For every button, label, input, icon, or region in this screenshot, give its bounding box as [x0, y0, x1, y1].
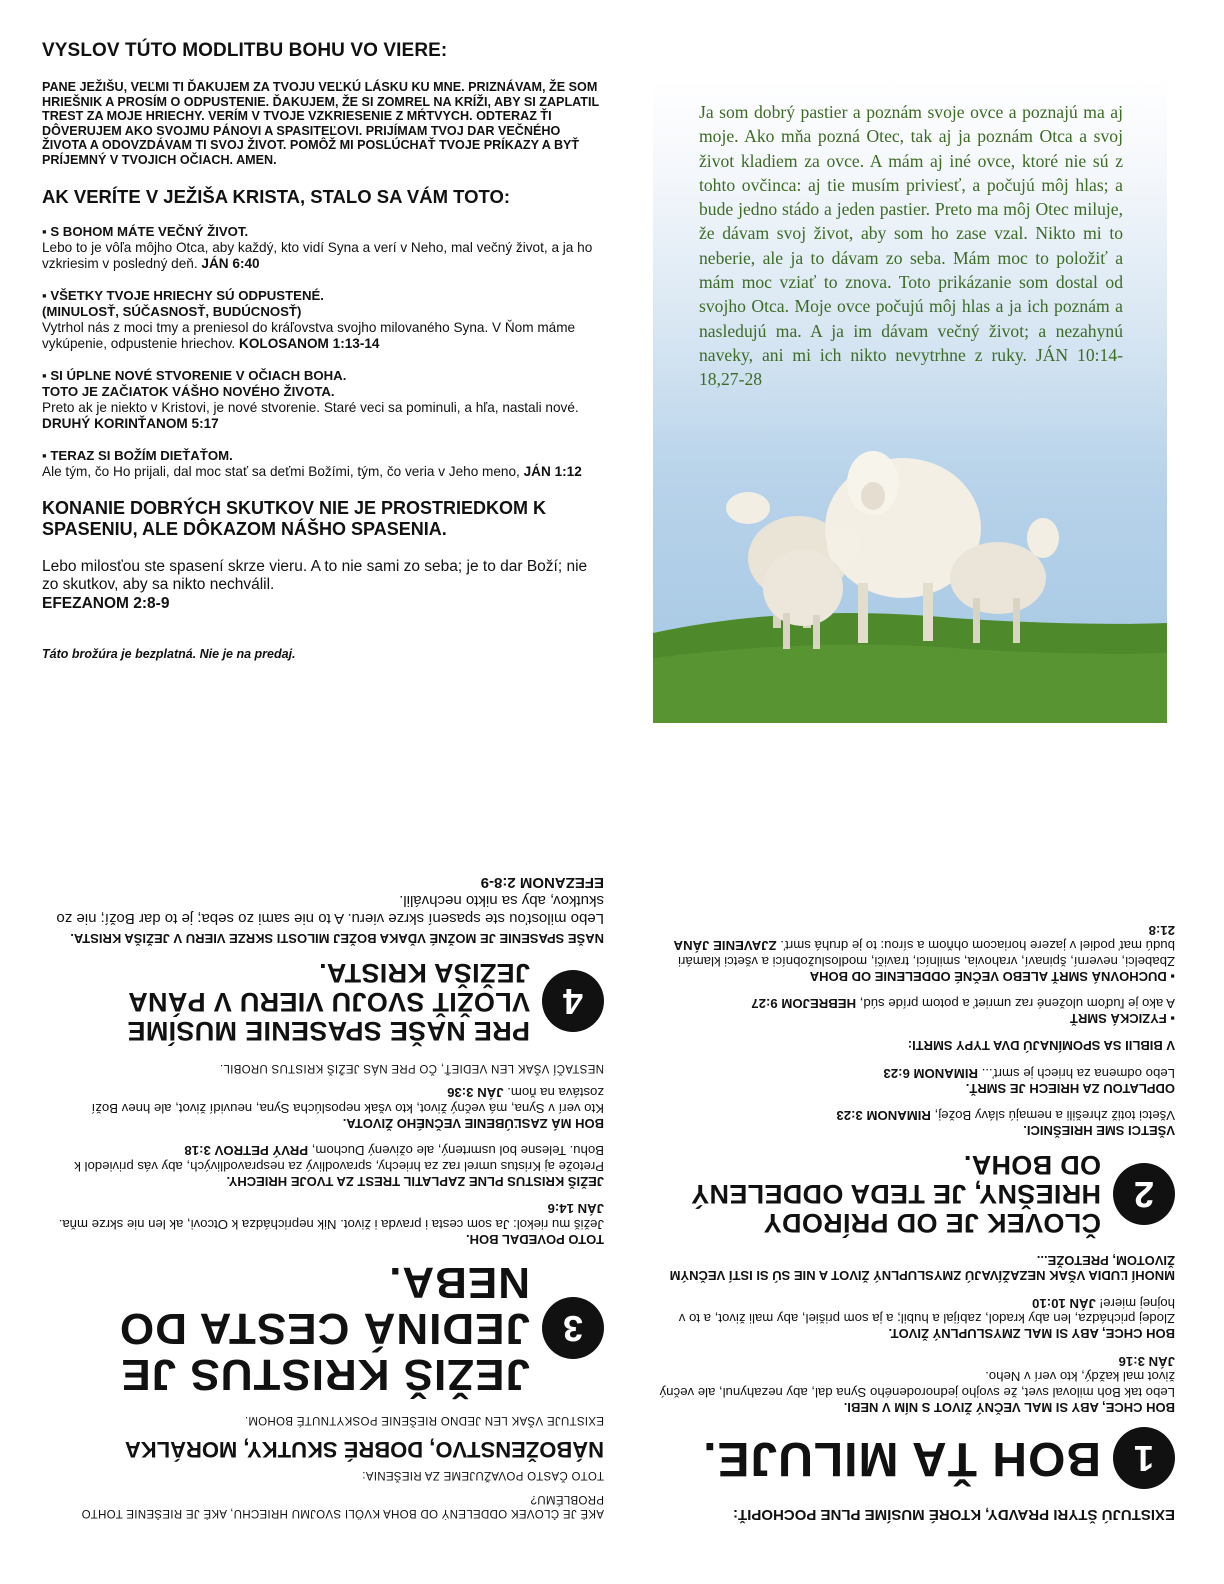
prayer-heading: VYSLOV TÚTO MODLITBU BOHU VO VIERE: [42, 40, 448, 61]
block-eternal-life [42, 224, 602, 272]
truth-3-ref3: JÁN 3:36 [447, 1085, 504, 1101]
block-title: ▪ SI ÚPLNE NOVÉ STVORENIE V OČIACH BOHA. [42, 368, 602, 384]
truth-2-text4: Zbabelci, neverní, špinaví, vrahovia, smilníci, traviči, modloslužobníci a všetci klamári budú mať podiel v jazere horiacom ohňom a sírou: to je druhá smrť. [678, 938, 1175, 969]
truth-1-title: BOH ŤA MILUJE. [702, 1432, 1101, 1485]
truth-1-number: 1 [1113, 1427, 1175, 1489]
sheep-image-panel [653, 78, 1167, 723]
truth-3-title: JEŽIŠ KRISTUS JE JEDINÁ CESTA DO NEBA. [118, 1258, 530, 1399]
eph-paragraph [42, 558, 602, 614]
false-answers: NÁBOŽENSTVO, DOBRÉ SKUTKY, MORÁLKA [124, 1437, 604, 1462]
truth-2-text2: Lebo odmena za hriech je smrť... [981, 1066, 1175, 1081]
truth-1-ref: JÁN 3:16 [1118, 1354, 1175, 1369]
truth-2-ref4: ZJAVENIE JÁNA 21:8 [674, 923, 1175, 954]
truth-2-number: 2 [1113, 1163, 1175, 1225]
eph-ref: EFEZANOM 2:8-9 [42, 594, 170, 612]
truth-3-paid: JEŽIŠ KRISTUS PLNE ZAPLATIL TREST ZA TVOJE HRIECHY. [226, 1174, 604, 1189]
block-ref: KOLOSANOM 1:13-14 [239, 335, 380, 351]
truth-2-physical: ▪ FYZICKÁ SMRŤ [655, 1012, 1175, 1027]
four-truths-intro: EXISTUJÚ ŠTYRI PRAVDY, KTORÉ MUSÍME PLNE POCHOPIŤ: [732, 1506, 1175, 1523]
block-ref: JÁN 6:40 [201, 255, 260, 271]
prayer-text: PANE JEŽIŠU, VEĽMI TI ĎAKUJEM ZA TVOJU VEĽKÚ LÁSKU KU MNE. PRIZNÁVAM, ŽE SOM HRIEŠNIK A PROSÍM O ODPUSTENIE. ĎAKUJEM, ŽE SI ZOMREL NA KRÍŽI, ABY SI ZAPLATIL TREST ZA MOJE HRIECHY. VERÍM V TVOJE VZKRIESENIE Z MŔTVYCH. ODTERAZ ŤI DÔVERUJEM AKO SVOJMU PÁNOVI A SPASITEĽOVI. PRIJÍMAM TVOJ DAR VEČNÉHO ŽIVOTA A ODOVZDÁVAM TI SVOJ ŽIVOT. POMÔŽ MI POSLÚCHAŤ TVOJE PRÍKAZY A BYŤ PRÍJEMNÝ V TVOJICH OČIACH. AMEN. [42, 80, 599, 167]
block-subtitle: (MINULOSŤ, SÚČASNOSŤ, BUDÚCNOSŤ) [42, 303, 302, 319]
truth-2-text: Všetci totiž zhrešili a nemajú slávy Božej, [934, 1108, 1175, 1124]
truth-3-not-enough: NESTAČÍ VŠAK LEN VEDIEŤ, ČO PRE NÁS JEŽIŠ KRISTUS UROBIL. [219, 1062, 604, 1074]
truth-1-text: Lebo tak Boh miloval svet, že svojho jednorodeného Syna dal, aby nezahynul, ale večný život mal každý, kto verí v Neho. [659, 1369, 1175, 1400]
truth-2-wage: ODPLATOU ZA HRIECH JE SMRŤ. [965, 1081, 1175, 1096]
truth-1-text2: Zlodej prichádza, len aby kradol, zabíjal a hubil; a ja som prišiel, aby mali život, a to v hojnej miere! [678, 1296, 1175, 1327]
truth-2-ref2: RIMANOM 6:23 [883, 1066, 978, 1081]
truth-2 [655, 923, 1175, 1238]
truth-3-text2: Pretože aj Kristus umrel raz za hriechy, spravodlivý za nespravodlivých, aby vás priviedol k Bohu. Telesne bol usmrtený, ale oživený Duchom, [74, 1143, 604, 1174]
truth-3-ref: JÁN 14:6 [547, 1201, 604, 1217]
truth-4-sub: NAŠE SPASENIE JE MOŽNÉ VĎAKA BOŽEJ MILOSTI SKRZE VIERU V JEŽIŠA KRISTA. [70, 931, 604, 946]
block-subtitle: TOTO JE ZAČIATOK VÁŠHO NOVÉHO ŽIVOTA. [42, 383, 335, 399]
truth-4-title: PRE NAŠE SPASENIE MUSÍME VLOŽIŤ SVOJU VIERU V PÁNA JEŽIŠA KRISTA. [127, 958, 530, 1046]
truth-4-ref: EFEZANOM 2:8-9 [480, 874, 604, 891]
block-child-of-god [42, 448, 602, 480]
truth-2-all: VŠETCI SME HRIEŠNICI. [1023, 1123, 1175, 1139]
block-text: Preto ak je niekto v Kristovi, je nové stvorenie. Staré veci sa pominuli, a hľa, nastali nové. [42, 399, 579, 415]
truth-2-ref3: HEBREJOM 9:27 [751, 996, 857, 1012]
truth-3-text: Ježiš mu riekol: Ja som cesta i pravda i život. Nik neprichádza k Otcovi, ak len nie skrze mňa. [58, 1217, 604, 1232]
truth-1-want: BOH CHCE, ABY SI MAL VEČNÝ ŽIVOT S NÍM V NEBI. [843, 1400, 1175, 1415]
truth-3 [44, 1061, 604, 1397]
truth-3-gift: BOH MÁ ZASĽÚBENIE VEČNÉHO ŽIVOTA. [342, 1116, 604, 1131]
truth-4 [44, 873, 604, 1045]
believe-heading: AK VERÍTE V JEŽIŠA KRISTA, STALO SA VÁM TOTO: [42, 185, 511, 207]
prayer-panel [42, 40, 602, 674]
block-new-creation [42, 368, 602, 432]
block-text: Ale tým, čo Ho prijali, dal moc stať sa deťmi Božími, tým, čo veria v Jeho meno, [42, 463, 520, 479]
block-ref: DRUHÝ KORINŤANOM 5:17 [42, 415, 219, 431]
shepherd-verse: Ja som dobrý pastier a poznám svoje ovce a poznajú ma aj moje. Ako mňa pozná Otec, tak aj ja poznám Otca a svoj život kladiem za ovce. A mám aj iné ovce, ktoré nie sú z tohto ovčinca: aj tie musím priviesť, a počujú môj hlas; a bude jedno stádo a jeden pastier. Preto ma môj Otec miluje, že dávam svoj život, aby som ho zase vzal. Nikto mi to neberie, ale ja to dávam zo seba. Mám moc to položiť a mám moc vziať to znova. Toto prikázanie som dostal od svojho Otca. Moje ovce počujú môj hlas a ja ich poznám a nasledujú ma. A ja im dávam večný život; a nezahynú naveky, ani mi ich nikto nevytrhne z ruky. JÁN 10:14-18,27-28 [699, 102, 1123, 390]
truths-3-4-panel [44, 845, 604, 1530]
truth-3-ref2: PRVÝ PETROV 3:18 [184, 1143, 309, 1159]
works-heading: KONANIE DOBRÝCH SKUTKOV NIE JE PROSTRIEDKOM K SPASENIU, ALE DÔKAZOM NÁŠHO SPASENIA. [42, 497, 547, 539]
truth-1-many: MNOHÍ ĽUDIA VŠAK NEZAŽÍVAJÚ ZMYSLUPLNÝ ŽIVOT A NIE SÚ SI ISTÍ VEČNÝM ŽIVOTOM, PRETOŽE... [669, 1253, 1175, 1284]
free-note: Táto brožúra je bezplatná. Nie je na predaj. [42, 647, 296, 662]
intro-label: TOTO ČASTO POVAŽUJEME ZA RIEŠENIA: [362, 1469, 604, 1481]
block-ref: JÁN 1:12 [523, 463, 582, 479]
truth-2-ref: RIMANOM 3:23 [836, 1108, 931, 1124]
truth-3-number: 3 [542, 1297, 604, 1359]
truth-3-text3: Kto verí v Syna, má večný život, kto však neposlúcha Syna, neuvidí život, ale hnev Boží zostáva na ňom. [91, 1085, 604, 1116]
truth-2-two-deaths: V BIBLII SA SPOMÍNAJÚ DVA TYPY SMRTI: [907, 1038, 1175, 1054]
truth-1-want2: BOH CHCE, ABY SI MAL ZMYSLUPLNÝ ŽIVOT. [888, 1326, 1175, 1342]
block-forgiven [42, 288, 602, 352]
intro-question: AKÉ JE ČLOVEK ODDELENÝ OD BOHA KVÔLI SVOJMU HRIECHU, AKÉ JE RIEŠENIE TOHTO PROBLÉMU? [81, 1493, 604, 1519]
block-title: ▪ S BOHOM MÁTE VEČNÝ ŽIVOT. [42, 224, 602, 240]
truth-1 [655, 1254, 1175, 1490]
block-title: ▪ TERAZ SI BOŽÍM DIEŤAŤOM. [42, 448, 602, 464]
truth-4-text: Lebo milosťou ste spasení skrze vieru. A to nie sami zo seba; je to dar Boží; nie zo skutkov, aby sa nikto nechválil. [56, 892, 604, 927]
truth-3-said: TOTO POVEDAL BOH. [466, 1232, 604, 1247]
truth-2-text3: A ako je ľuďom uložené raz umrieť a potom príde súd, [859, 996, 1175, 1012]
truth-2-spiritual: ▪ DUCHOVNÁ SMRŤ ALEBO VEČNÉ ODDELENIE OD BOHA [655, 969, 1175, 984]
truths-1-2-panel [655, 855, 1175, 1535]
truth-4-number: 4 [542, 971, 604, 1033]
block-text: Lebo to je vôľa môjho Otca, aby každý, kto vidí Syna a verí v Neho, mal večný život, a ja ho vzkriesim v posledný deň. [42, 239, 593, 271]
truth-2-title: ČLOVEK JE OD PRÍRODY HRIEŠNY, JE TEDA ODDELENÝ OD BOHA. [690, 1150, 1101, 1239]
eph-text: Lebo milosťou ste spasení skrze vieru. A to nie sami zo seba; je to dar Boží; nie zo skutkov, aby sa nikto nechválil. [42, 557, 588, 594]
block-text: Vytrhol nás z moci tmy a preniesol do kráľovstva svojho milovaného Syna. V Ňom máme vykúpenie, odpustenie hriechov. [42, 319, 576, 351]
block-title: ▪ VŠETKY TVOJE HRIECHY SÚ ODPUSTENÉ. [42, 288, 602, 304]
truth-1-ref2: JÁN 10:10 [1032, 1296, 1096, 1311]
only-one-solution: EXISTUJE VŠAK LEN JEDNO RIEŠENIE POSKYTNUTÉ BOHOM. [244, 1414, 604, 1426]
